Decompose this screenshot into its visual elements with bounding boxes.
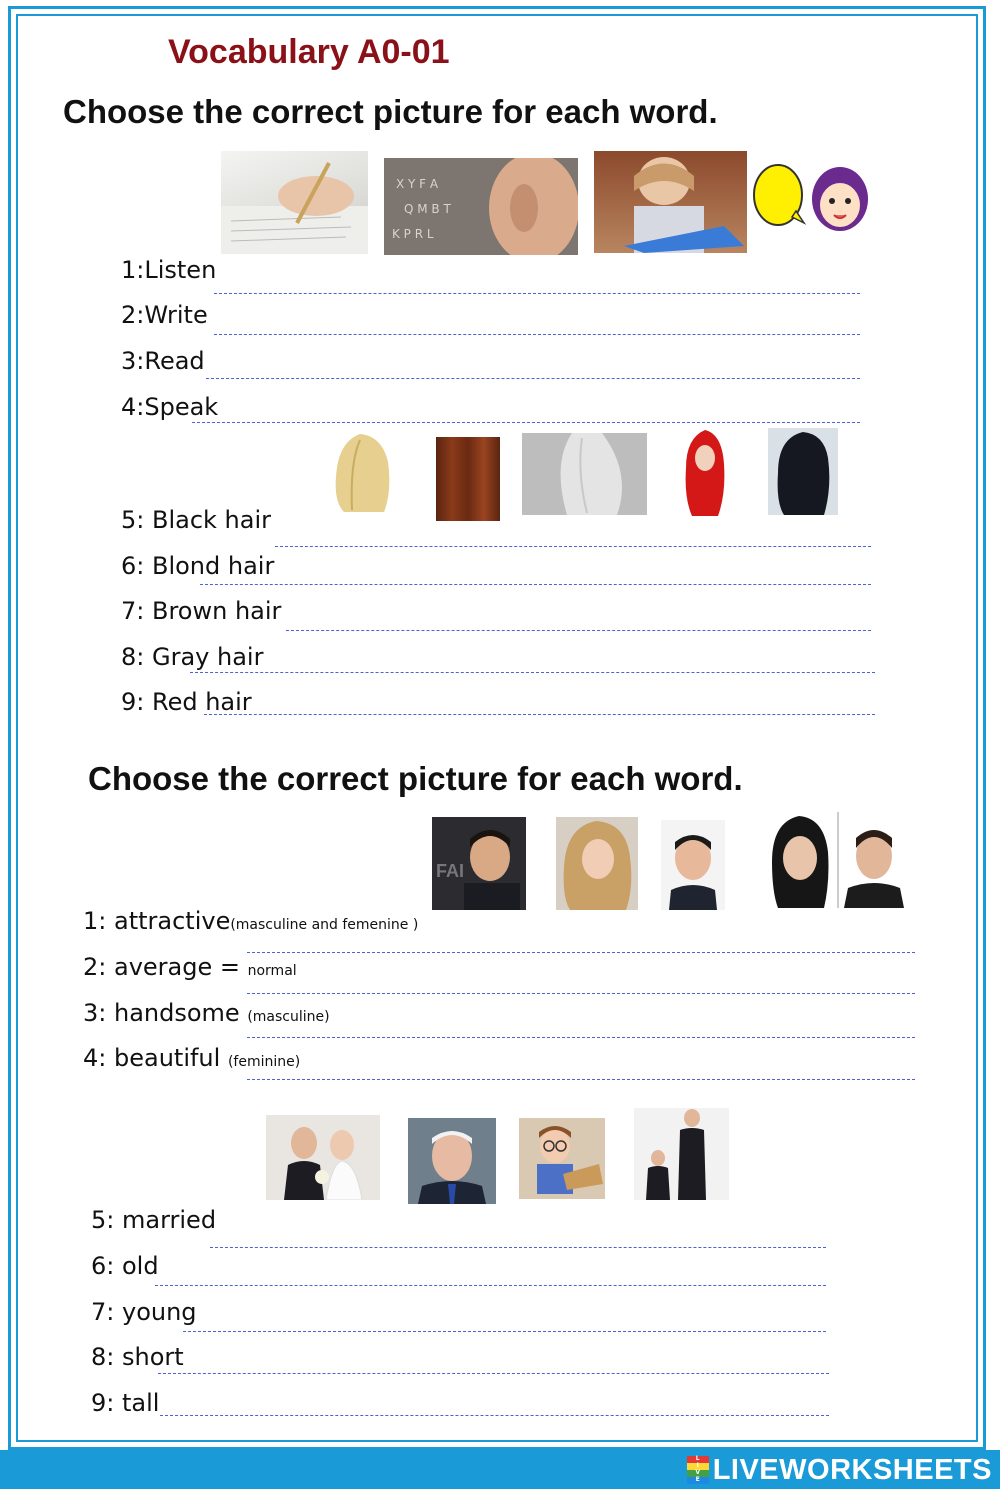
- page-title: Vocabulary A0-01: [168, 33, 450, 71]
- answer-line-blond-hair[interactable]: [200, 584, 871, 585]
- answer-line-red-hair[interactable]: [204, 714, 875, 715]
- word-short: 8: short: [91, 1343, 184, 1371]
- young-girl-icon[interactable]: [519, 1118, 605, 1199]
- writing-hand-icon[interactable]: [221, 151, 368, 254]
- liveworksheets-brand[interactable]: [687, 1455, 992, 1485]
- svg-text:Q M B T: Q M B T: [404, 202, 451, 216]
- word-young: 7: young: [91, 1298, 197, 1326]
- word-speak: 4:Speak: [121, 393, 219, 421]
- answer-line-married[interactable]: [210, 1247, 826, 1248]
- word-old: 6: old: [91, 1252, 159, 1280]
- word-brown-hair: 7: Brown hair: [121, 597, 282, 625]
- svg-text:K P R L: K P R L: [392, 227, 434, 241]
- answer-line-speak[interactable]: [192, 422, 860, 423]
- answer-line-average[interactable]: [247, 993, 915, 994]
- answer-line-old[interactable]: [155, 1285, 826, 1286]
- word-married: 5: married: [91, 1206, 217, 1234]
- answer-line-tall[interactable]: [160, 1415, 829, 1416]
- section1-heading: Choose the correct picture for each word.: [63, 93, 718, 130]
- average-man-icon[interactable]: [661, 820, 725, 910]
- word-tall: 9: tall: [91, 1389, 160, 1417]
- word-attractive: 1: attractive(masculine and femenine ): [83, 907, 419, 935]
- word-listen: 1:Listen: [121, 256, 217, 284]
- word-black-hair: 5: Black hair: [121, 506, 271, 534]
- answer-line-read[interactable]: [206, 378, 860, 379]
- old-man-icon[interactable]: [408, 1118, 496, 1204]
- word-beautiful: 4: beautiful (feminine): [83, 1044, 301, 1072]
- word-handsome: 3: handsome (masculine): [83, 999, 330, 1027]
- answer-line-gray-hair[interactable]: [190, 672, 875, 673]
- handsome-man-icon[interactable]: [432, 817, 526, 910]
- brown-hair-icon[interactable]: [436, 437, 500, 521]
- answer-line-brown-hair[interactable]: [286, 630, 871, 631]
- gray-hair-icon[interactable]: [522, 433, 647, 515]
- answer-line-write[interactable]: [214, 334, 860, 335]
- answer-line-black-hair[interactable]: [275, 546, 871, 547]
- liveworksheets-logo-icon: L I V E: [687, 1456, 709, 1484]
- red-hair-icon[interactable]: [682, 428, 728, 518]
- beautiful-woman-icon[interactable]: [556, 817, 638, 910]
- answer-line-handsome[interactable]: [247, 1037, 915, 1038]
- word-average: 2: average = normal: [83, 953, 297, 981]
- footer-bar: [0, 1450, 1000, 1489]
- ear-listening-icon[interactable]: [384, 158, 578, 255]
- word-red-hair: 9: Red hair: [121, 688, 252, 716]
- married-couple-icon[interactable]: [266, 1115, 380, 1200]
- answer-line-beautiful[interactable]: [247, 1079, 915, 1080]
- black-hair-icon[interactable]: [768, 428, 838, 515]
- svg-text:FAI: FAI: [436, 861, 465, 881]
- answer-line-short[interactable]: [158, 1373, 829, 1374]
- speech-bubble-girl-icon[interactable]: [752, 159, 872, 241]
- svg-text:X Y F A: X Y F A: [396, 177, 439, 191]
- answer-line-young[interactable]: [183, 1331, 826, 1332]
- word-gray-hair: 8: Gray hair: [121, 643, 264, 671]
- word-read: 3:Read: [121, 347, 205, 375]
- blond-hair-icon[interactable]: [330, 432, 394, 514]
- word-blond-hair: 6: Blond hair: [121, 552, 275, 580]
- answer-line-attractive[interactable]: [247, 952, 915, 953]
- answer-line-listen[interactable]: [214, 293, 860, 294]
- girl-reading-icon[interactable]: [594, 151, 747, 253]
- attractive-couple-icon[interactable]: [762, 812, 912, 908]
- brand-text: LIVEWORKSHEETS: [712, 1453, 992, 1486]
- word-write: 2:Write: [121, 301, 208, 329]
- short-and-tall-men-icon[interactable]: [634, 1108, 729, 1200]
- section3-heading: Choose the correct picture for each word.: [88, 760, 743, 797]
